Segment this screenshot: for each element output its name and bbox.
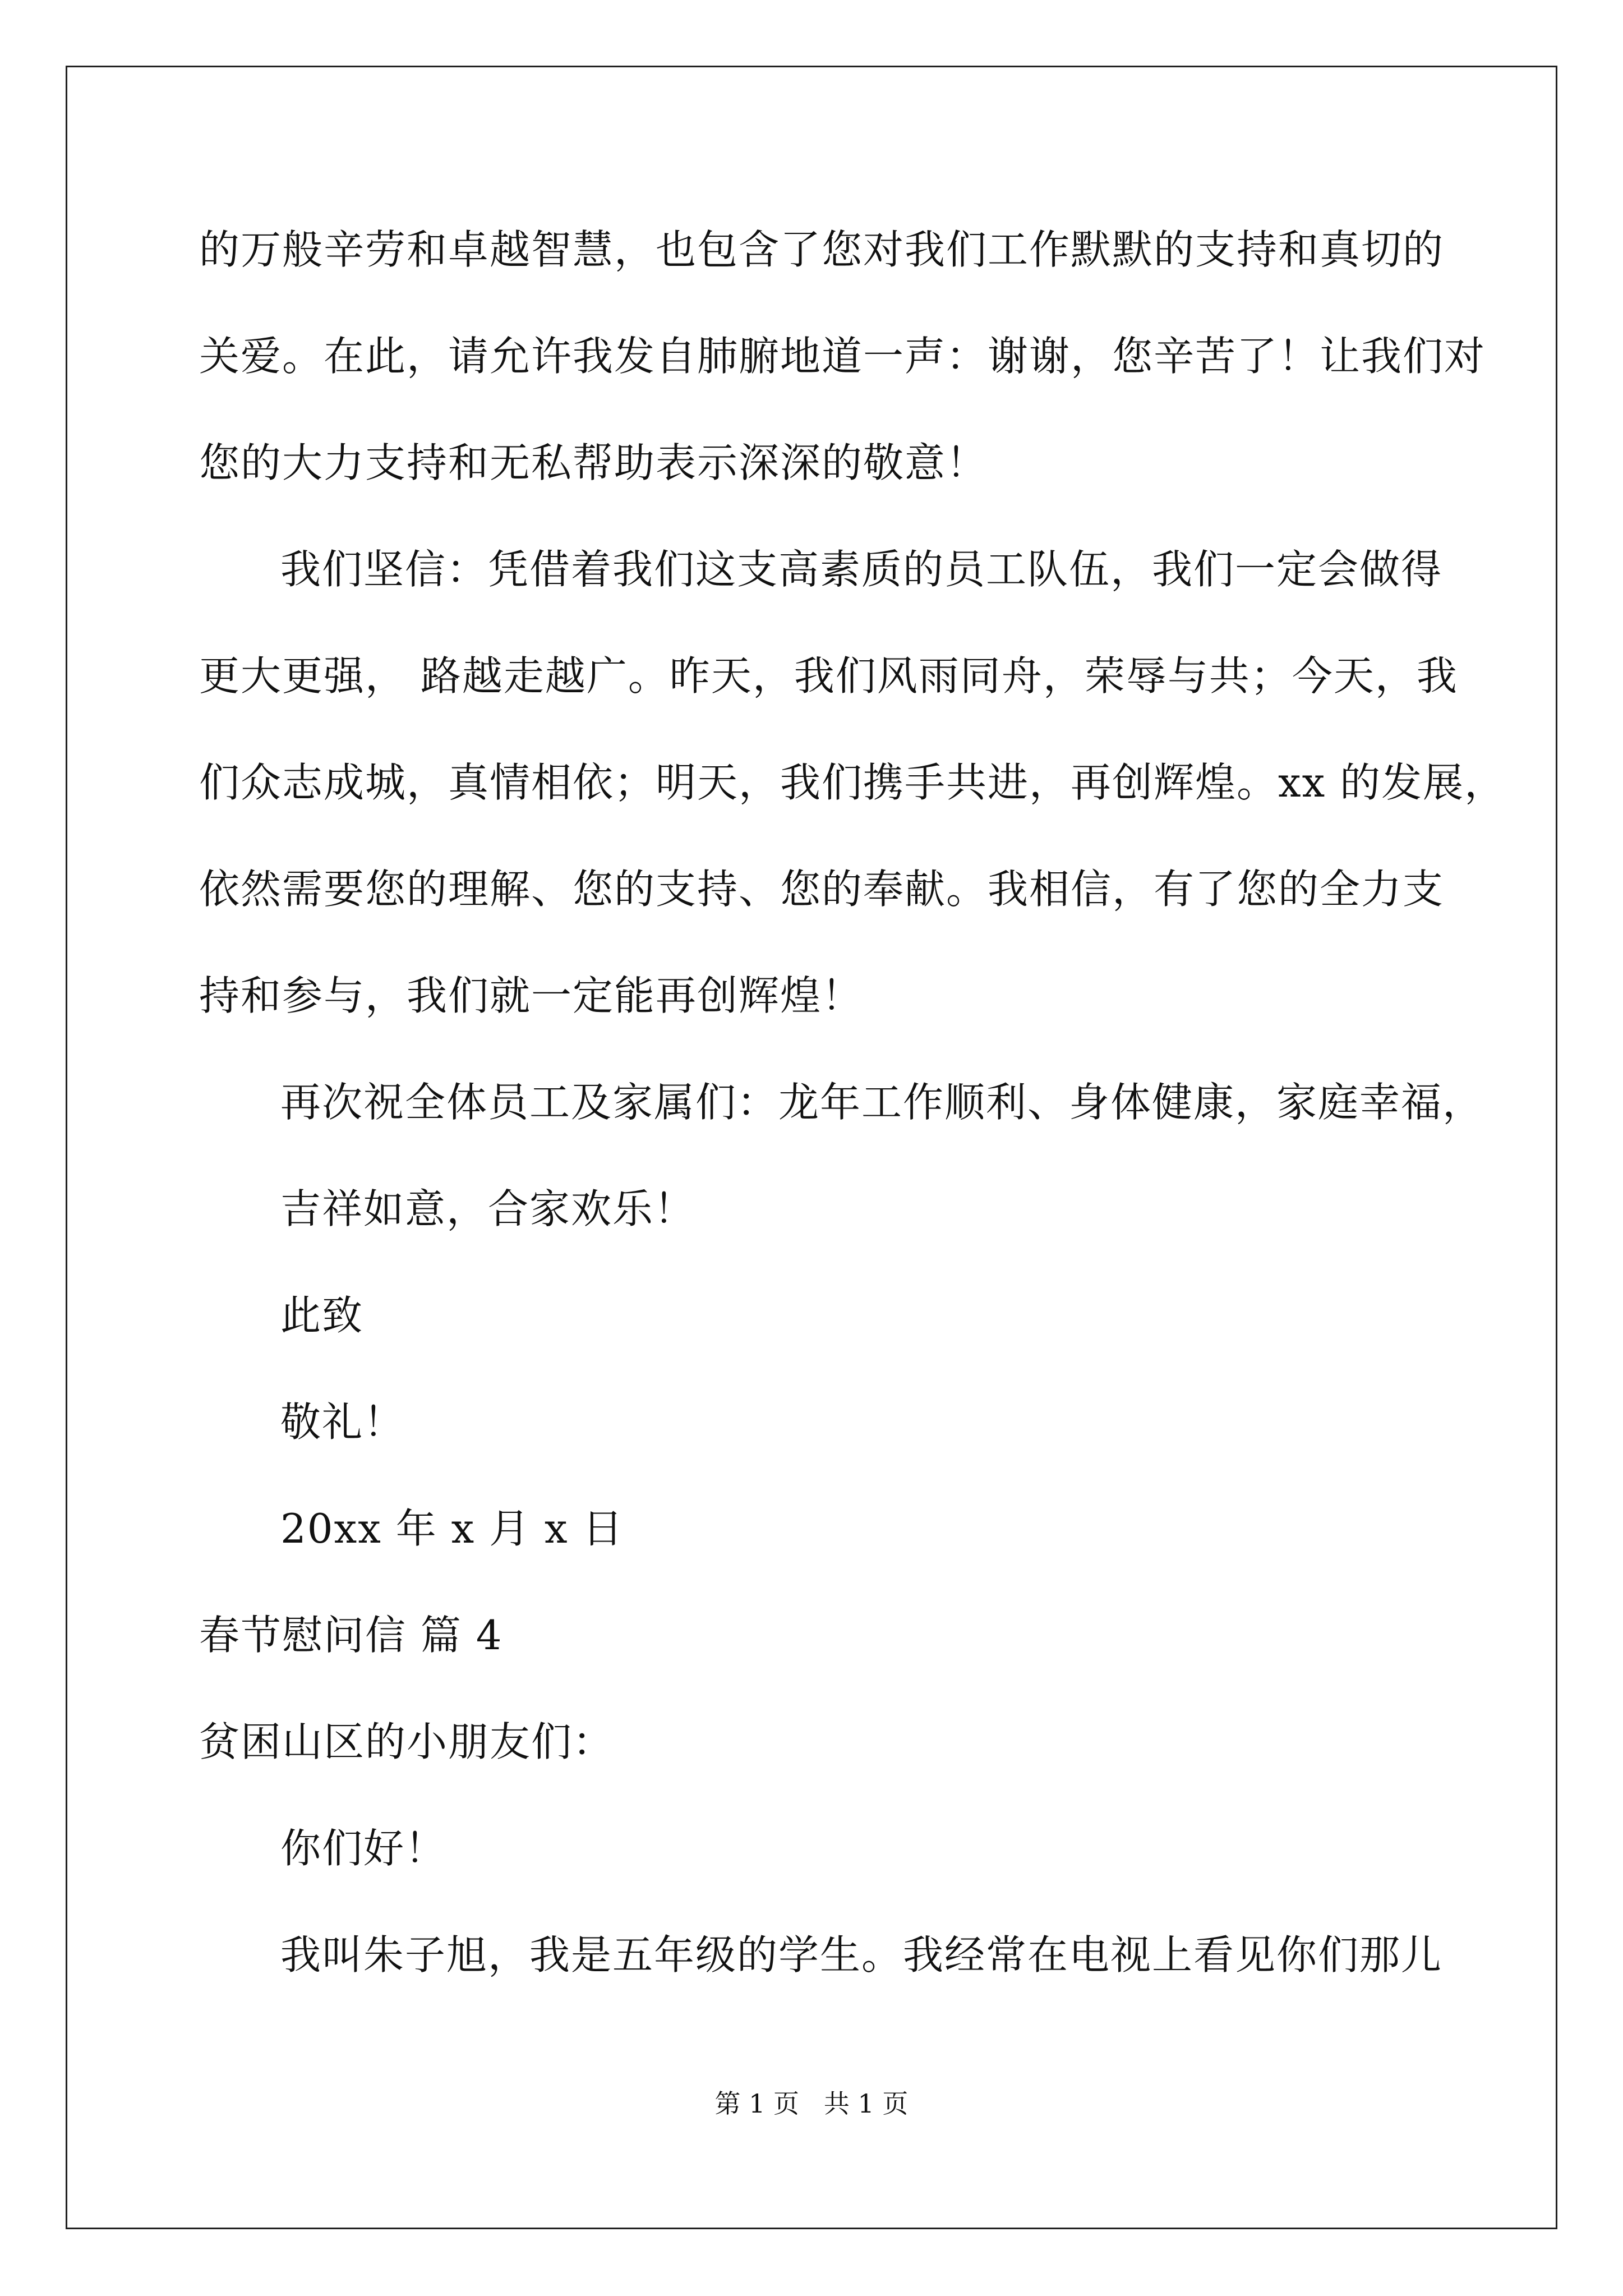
- text-line-2: 关爱。在此，请允许我发自肺腑地道一声：谢谢，您辛苦了！让我们对: [199, 333, 1486, 380]
- hello-line: 你们好！: [280, 1825, 447, 1872]
- text-line-1: 的万般辛劳和卓越智慧，也包含了您对我们工作默默的支持和真切的: [199, 226, 1445, 273]
- letter-date: 20xx 年 x 月 x 日: [280, 1505, 624, 1552]
- text-line-6: 们众志成城，真情相依；明天，我们携手共进，再创辉煌。xx 的发展，: [199, 759, 1506, 806]
- text-line-7: 依然需要您的理解、您的支持、您的奉献。我相信，有了您的全力支: [199, 866, 1445, 913]
- closing-salutation: 此致: [280, 1292, 364, 1339]
- page-footer: 第 1 页 共 1 页: [714, 2088, 909, 2119]
- text-line-17: 我叫朱子旭，我是五年级的学生。我经常在电视上看见你们那儿: [280, 1931, 1443, 1978]
- text-line-10: 吉祥如意，合家欢乐！: [280, 1185, 696, 1232]
- text-line-4: 我们坚信：凭借着我们这支高素质的员工队伍，我们一定会做得: [280, 546, 1443, 593]
- closing-regards: 敬礼！: [280, 1398, 405, 1446]
- letter-greeting: 贫困山区的小朋友们：: [199, 1718, 615, 1765]
- text-line-3: 您的大力支持和无私帮助表示深深的敬意！: [199, 439, 988, 486]
- page-border: [66, 66, 1557, 2229]
- text-line-9: 再次祝全体员工及家属们：龙年工作顺利、身体健康，家庭幸福，: [280, 1079, 1484, 1126]
- text-line-8: 持和参与，我们就一定能再创辉煌！: [199, 972, 864, 1019]
- text-line-5: 更大更强， 路越走越广。昨天，我们风雨同舟，荣辱与共；今天，我: [199, 652, 1458, 700]
- section-heading: 春节慰问信 篇 4: [199, 1612, 503, 1659]
